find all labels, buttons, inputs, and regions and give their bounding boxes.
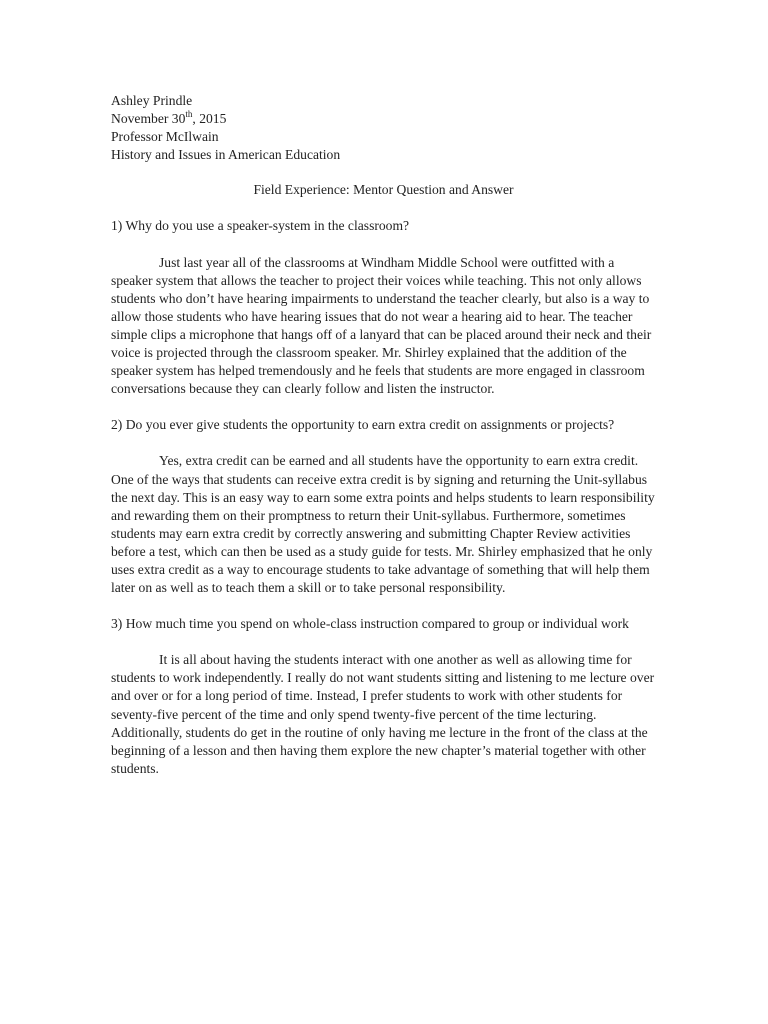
professor-name: Professor McIlwain <box>111 129 219 145</box>
question-3: 3) How much time you spend on whole-class instruction compared to group or individual work <box>111 616 629 632</box>
document-page <box>111 92 656 778</box>
document-date <box>111 110 656 128</box>
date-month-day: November 30 <box>111 111 186 127</box>
question-1: 1) Why do you use a speaker-system in the classroom? <box>111 218 410 234</box>
document-title: Field Experience: Mentor Question and Answer <box>253 182 514 198</box>
date-year: , 2015 <box>192 111 227 127</box>
question-2: 2) Do you ever give students the opportunity to earn extra credit on assignments or projects? <box>111 417 615 433</box>
author-name: Ashley Prindle <box>111 93 193 108</box>
date-ordinal-suffix: th <box>185 108 193 119</box>
answer-3: It is all about having the students interact with one another as well as allowing time for students to work independently. I really do not want students sitting and listening to me lecture over and over or for a long period of time. Instead, I prefer students to work with other students for seventy-five percent of the time and only spend twenty-five percent of the time lecturing. Additionally, students do get in the routine of only having me lecture in the front of the class at the beginning of a lesson and then having them explore the new chapter’s material together with other students. <box>111 652 655 776</box>
answer-2: Yes, extra credit can be earned and all students have the opportunity to earn extra credit. One of the ways that students can receive extra credit is by signing and returning the Unit-syllabus the next day. This is an easy way to earn some extra points and helps students to learn responsibility and rewarding them on their promptness to return their Unit-syllabus. Furthermore, sometimes students may earn extra credit by correctly answering and submitting Chapter Review activities before a test, which can then be used as a study guide for tests. Mr. Shirley emphasized that he only uses extra credit as a way to encourage students to take advantage of something that will help them later on as well as to teach them a skill or to take personal responsibility. <box>111 453 655 596</box>
answer-1: Just last year all of the classrooms at Windham Middle School were outfitted with a speaker system that allows the teacher to project their voices while teaching. This not only allows students who don’t have hearing impairments to understand the teacher clearly, but also is a way to allow those students who have hearing issues that do not wear a hearing aid to hear. The teacher simple clips a microphone that hangs off of a lanyard that can be placed around their neck and their voice is projected through the classroom speaker. Mr. Shirley explained that the addition of the speaker system has helped tremendously and he feels that students are more engaged in classroom conversations because they can clearly follow and listen the instructor. <box>111 254 652 397</box>
course-name: History and Issues in American Education <box>111 147 341 163</box>
